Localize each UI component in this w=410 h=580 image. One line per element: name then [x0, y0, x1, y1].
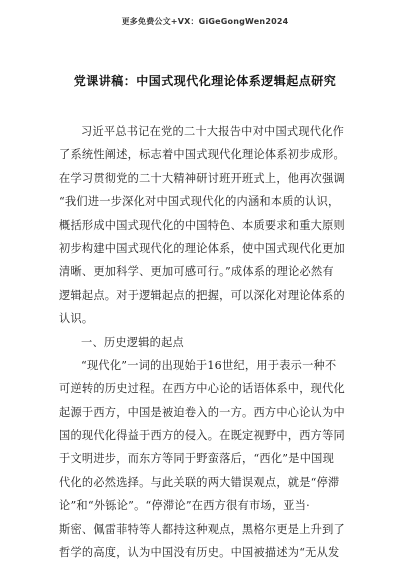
text-line: 在学习贯彻党的二十大精神研讨班开班式上，他再次强调 — [59, 171, 345, 185]
text-line: 斯密、佩雷菲特等人都持这种观点，黑格尔更是上升到了 — [59, 522, 345, 536]
text-line: 清晰、更加科学、更加可感可行。”成体系的理论必然有 — [59, 265, 334, 279]
page-header-note: 更多免费公文+VX：GiGeGongWen2024 — [121, 17, 289, 26]
paragraph-history — [59, 354, 355, 565]
text-line: 认识。 — [59, 312, 94, 326]
text-line: 了系统性阐述，标志着中国式现代化理论体系初步成形。 — [59, 148, 345, 162]
text-line: 国的现代化得益于西方的侵入。在既定视野中，西方等同 — [59, 429, 345, 443]
text-line: 于文明进步，而东方等同于野蛮落后，“西化”是中国现 — [59, 452, 335, 466]
text-line: 概括形成中国式现代化的中国特色、本质要求和重大原则 — [59, 218, 345, 232]
text-line: 代化的必然选择。与此关联的两大错误观点，就是“停滞 — [59, 475, 340, 489]
text-line: “我们进一步深化对中国式现代化的内涵和本质的认识， — [59, 195, 340, 209]
document-title: 党课讲稿：中国式现代化理论体系逻辑起点研究 — [73, 74, 337, 88]
text-line: 可逆转的历史过程。在西方中心论的话语体系中，现代化 — [59, 382, 345, 396]
text-line: 初步构建中国式现代化的理论体系，使中国式现代化更加 — [59, 241, 345, 255]
section-heading: 一、历史逻辑的起点 — [81, 335, 184, 349]
text-line: 论”和“外铄论”。“停滞论”在西方很有市场，亚当· — [59, 499, 310, 513]
document-body — [59, 120, 355, 564]
text-line: 起源于西方，中国是被迫卷入的一方。西方中心论认为中 — [59, 405, 345, 419]
paragraph-intro — [59, 120, 355, 331]
text-line: “现代化”一词的出现始于16世纪，用于表示一种不 — [81, 358, 337, 372]
text-line: 哲学的高度，认为中国没有历史。中国被描述为“无从发 — [59, 546, 340, 560]
text-line: 习近平总书记在党的二十大报告中对中国式现代化作 — [81, 125, 345, 138]
text-line: 逻辑起点。对于逻辑起点的把握，可以深化对理论体系的 — [59, 288, 345, 302]
